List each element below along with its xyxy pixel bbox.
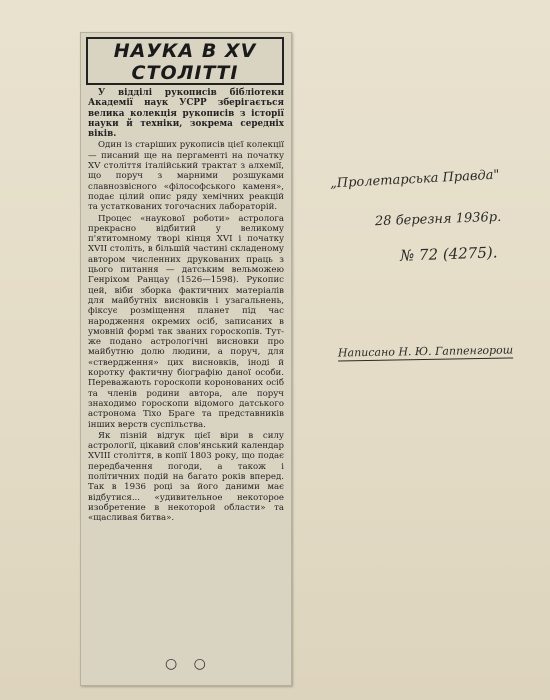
handwritten-issue: № 72 (4275). xyxy=(399,243,498,265)
footer-marks: ○ ○ xyxy=(165,656,212,672)
article-body xyxy=(88,88,284,523)
handwritten-date: 28 березня 1936р. xyxy=(374,209,502,230)
headline-line-1: НАУКА В XV xyxy=(113,40,257,62)
article-paragraph: Як пізній відгук цієї віри в силу астрології, цікавий слов'янський календар XVIII століття, в копії 1803 року, що подає передбачення погоди, а також і політичних подій на багато років вперед. Так в 1936 році за його даними має відбутися... «удивительное некоторое изобретение в некоторой области» та «щасливая битва». xyxy=(88,430,284,524)
handwritten-author: Написано Н. Ю. Гаппенгорош xyxy=(337,343,514,360)
headline-line-2: СТОЛІТТІ xyxy=(131,62,239,84)
article-headline xyxy=(86,37,284,85)
handwritten-source: „Пролетарська Правда" xyxy=(329,167,500,192)
article-paragraph: Один із старіших рукописів цієї колекції — писаний ще на пергаменті на початку XV століття італійський трактат з алхемії, що поруч з марними розшуками славнозвісного «філософського каменя», подає цілий опис ряду хемічних реакцій та устаткованих тогочасних лабораторій. xyxy=(88,140,284,213)
article-lead-paragraph: У відділі рукописів бібліотеки Академії наук УСРР зберігається велика колекція рукописів з історії науки й техніки, зокрема середніх віків. xyxy=(88,88,284,140)
article-paragraph: Процес «наукової роботи» астролога прекрасно відбитий у великому п'ятитомному творі кінця XVI і початку XVII століть, в більшій частині складеному автором численних друкованих праць з цього питання — датським вельможею Генріхом Ранцау (1526—1598). Рукопис цей, віби зборка фактичних матеріалів для майбутніх висновків і узагальнень, фіксує розміщення планет під час народження окремих осіб, записаних в умовній формі так званих гороскопів. Тут-же подано астрологічні висновки про майбутню долю людини, а поруч, для «ствердження» цих висновків, іноді й коротку фактичну біографію даної особи. Переважають гороскопи коронованих осіб та членів родини автора, але поруч знаходимо гороскопи відомого датського астронома Тіхо Браге та представників інших верств суспільства. xyxy=(88,213,284,430)
